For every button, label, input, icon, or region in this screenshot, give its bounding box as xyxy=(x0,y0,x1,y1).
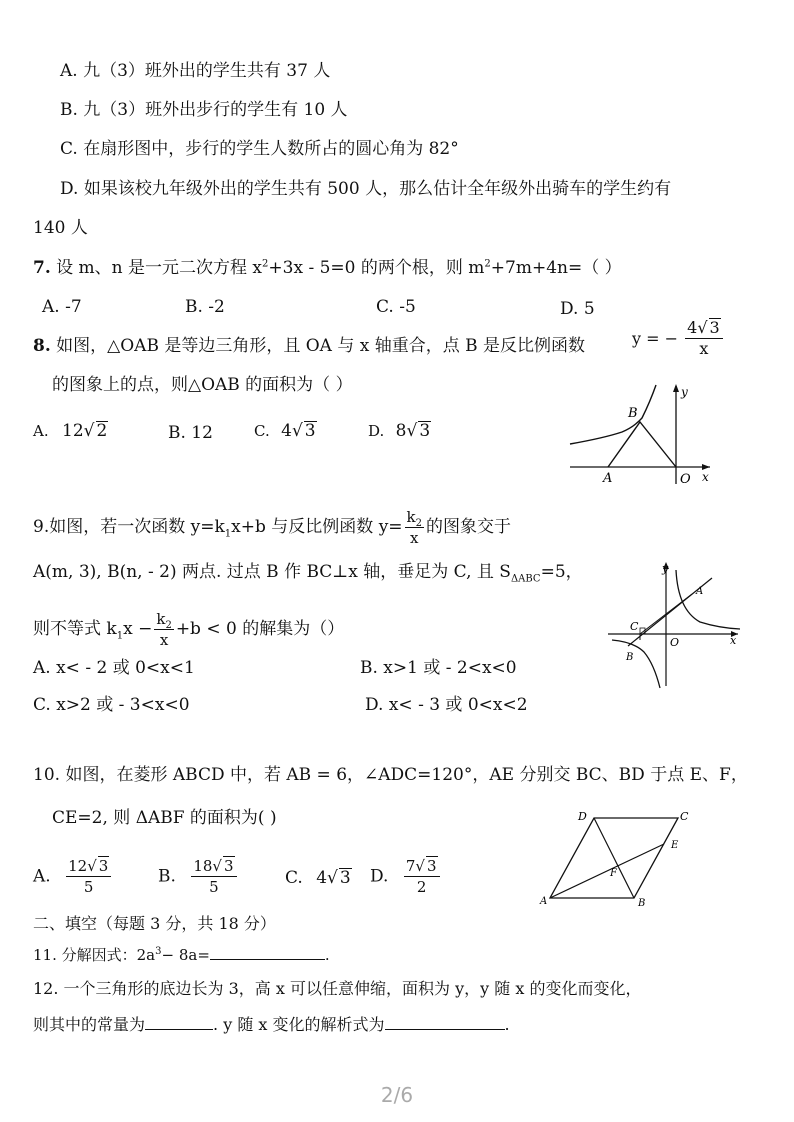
q9-line3-frac-num: k xyxy=(156,610,166,628)
q9-line3-frac-sub: 2 xyxy=(165,620,172,631)
q8-func-den: x xyxy=(699,339,709,358)
q9-label-o: O xyxy=(670,636,680,649)
q9-frac-den: x xyxy=(410,529,419,547)
q12-line2 xyxy=(33,1014,510,1036)
q10-option-a-label: A. xyxy=(33,866,51,887)
q6-option-a: A. 九（3）班外出的学生共有 37 人 xyxy=(60,61,331,81)
q8-option-a-coef: 12 xyxy=(62,421,84,441)
q8-label-o: O xyxy=(680,472,691,487)
q12-line2-a: 则其中的常量为 xyxy=(33,1015,146,1034)
q10-option-c: C. 4√ 3 xyxy=(285,868,351,888)
q10-option-a-rad: 3 xyxy=(98,857,109,875)
q9-text-a: 如图，若一次函数 y=k xyxy=(49,517,225,537)
q7-option-b: B. -2 xyxy=(185,297,225,317)
q10-label-c: C xyxy=(680,810,689,823)
q12-line1: 12. 一个三角形的底边长为 3，高 x 可以任意伸缩，面积为 y，y 随 x 的变化而变化， xyxy=(33,979,642,998)
q11-sup: 3 xyxy=(155,946,162,957)
q9-sub1: 1 xyxy=(224,528,232,540)
q12-line2-b: . y 随 x 变化的解析式为 xyxy=(213,1015,385,1034)
q9-stem xyxy=(33,507,511,548)
q8-func-fraction: $\frac{4√ 3}{x}$ xyxy=(685,318,723,359)
q10-option-d-frac: $\frac{7√ 3}{2}$ xyxy=(404,856,440,897)
q10-option-b-den: 5 xyxy=(209,878,219,896)
q9-line3-c: +b < 0 的解集为（） xyxy=(175,619,345,639)
q9-line3-fraction xyxy=(154,609,173,650)
q8-option-c-coef: 4 xyxy=(281,421,292,441)
q10-option-c-label: C. xyxy=(285,868,303,888)
q8-option-d: D. 8√ 3 xyxy=(368,421,431,441)
q10-figure xyxy=(538,806,698,908)
q10-stem xyxy=(33,764,748,786)
q8-func-lhs: y = − xyxy=(632,329,679,348)
q10-diagonal-bd xyxy=(594,818,634,898)
q10-option-d xyxy=(370,856,442,897)
q8-text: 如图，△OAB 是等边三角形，且 OA 与 x 轴重合，点 B 是反比例函数 xyxy=(56,336,586,356)
q7-option-c: C. -5 xyxy=(376,297,416,317)
q7-eq-tail: +3x - 5=0 的两个根，则 m xyxy=(268,258,485,278)
q7-option-d: D. 5 xyxy=(560,299,595,319)
q8-option-d-coef: 8 xyxy=(395,421,407,441)
q6-option-d: D. 如果该校九年级外出的学生共有 500 人，那么估计全年级外出骑车的学生约有 xyxy=(60,179,672,199)
q12-tail: . xyxy=(504,1015,510,1034)
q10-option-d-rad: 3 xyxy=(426,857,437,875)
q10-option-c-coef: 4 xyxy=(316,868,328,888)
q8-figure xyxy=(564,380,714,490)
section-2-title: 二、填空（每题 3 分，共 18 分） xyxy=(33,914,276,933)
q9-option-a: A. x< - 2 或 0<x<1 xyxy=(33,658,195,678)
q8-number: 8. xyxy=(33,336,51,356)
q10-option-c-rad: 3 xyxy=(339,868,351,888)
q9-line2 xyxy=(33,561,583,583)
q6-option-b: B. 九（3）班外出步行的学生有 10 人 xyxy=(60,100,348,120)
q10-label-b: B xyxy=(638,898,646,908)
q10-line2: CE=2, 则 ΔABF 的面积为( ) xyxy=(52,808,277,828)
q9-figure xyxy=(604,560,744,690)
q8-stem xyxy=(33,335,585,357)
q9-label-c: C xyxy=(630,620,639,633)
q10-label-f: F xyxy=(610,868,617,879)
q7-stem xyxy=(33,257,622,279)
q8-func-num-rad: 3 xyxy=(709,318,720,337)
q6-option-c: C. 在扇形图中，步行的学生人数所占的圆心角为 82° xyxy=(60,139,459,159)
q10-option-a-den: 5 xyxy=(83,878,94,896)
q9-option-b: B. x>1 或 - 2<x<0 xyxy=(360,658,517,678)
q11-tail: . xyxy=(324,946,330,964)
q9-hyperbola-q3 xyxy=(612,640,660,688)
q8-option-d-label: D. xyxy=(368,422,385,440)
q9-label-x: x xyxy=(730,634,737,647)
q8-y-arrow xyxy=(673,384,679,392)
q11-answer-blank[interactable] xyxy=(210,959,325,960)
q10-option-d-den: 2 xyxy=(416,878,427,896)
page-number: 2/6 xyxy=(380,1083,414,1107)
q11-text-a: 11. 分解因式：2a xyxy=(33,946,156,964)
q10-text: 如图，在菱形 ABCD 中，若 AB = 6，∠ADC=120°，AE 分别交 BC、BD 于点 E、F， xyxy=(65,765,748,785)
q9-number: 9. xyxy=(33,517,50,537)
q10-segment-ae xyxy=(550,844,664,898)
q12-constant-blank[interactable] xyxy=(145,1029,213,1030)
q10-option-b-rad: 3 xyxy=(223,857,234,875)
q8-option-a: A. 12√ 2 xyxy=(33,421,108,441)
q9-option-c: C. x>2 或 - 3<x<0 xyxy=(33,695,190,715)
q9-line2-sub: ΔABC xyxy=(510,573,541,585)
q8-option-b: B. 12 xyxy=(168,423,213,443)
q8-option-c-rad: 3 xyxy=(304,421,316,441)
q9-frac-num: k xyxy=(406,508,416,526)
q9-line2-a: A(m, 3), B(n, - 2) 两点. 过点 B 作 BC⊥x 轴，垂足为 C, 且 S xyxy=(33,562,511,582)
q8-label-y: y xyxy=(681,385,688,399)
q8-option-d-rad: 3 xyxy=(419,421,431,441)
q7-option-a: A. -7 xyxy=(42,297,82,317)
q11 xyxy=(33,944,330,966)
q9-line3-frac-den: x xyxy=(159,631,169,649)
q9-line3 xyxy=(33,609,344,650)
q10-option-b-label: B. xyxy=(158,866,176,887)
q9-option-d: D. x< - 3 或 0<x<2 xyxy=(365,695,528,715)
q7-sup-m: 2 xyxy=(484,258,491,270)
q10-option-b-num: 18 xyxy=(193,857,213,875)
q6-option-d-cont: 140 人 xyxy=(33,218,88,238)
q8-triangle xyxy=(608,422,676,467)
q9-line2-b: =5， xyxy=(540,562,583,582)
q9-label-b: B xyxy=(626,652,634,663)
q9-frac-sub: 2 xyxy=(415,518,423,529)
q11-text-b: − 8a= xyxy=(161,946,210,964)
q10-option-d-label: D. xyxy=(370,866,389,887)
q8-label-x: x xyxy=(702,470,709,484)
q8-label-a: A xyxy=(603,471,613,486)
q10-number: 10. xyxy=(33,765,61,785)
q8-option-c: C. 4√ 3 xyxy=(254,421,316,441)
q8-line2: 的图象上的点，则△OAB 的面积为（ ） xyxy=(52,375,353,395)
q9-fraction xyxy=(405,507,424,548)
q8-option-a-rad: 2 xyxy=(96,421,108,441)
q10-label-a: A xyxy=(540,896,548,907)
q8-label-b: B xyxy=(628,406,638,421)
q8-option-a-label: A. xyxy=(33,422,49,440)
q9-text-b: x+b 与反比例函数 y= xyxy=(231,517,403,537)
q10-label-e: E xyxy=(671,840,679,851)
q7-text: 设 m、n 是一元二次方程 x xyxy=(56,258,263,278)
q8-function xyxy=(632,318,725,359)
q9-label-y: y xyxy=(662,562,669,575)
q8-option-c-label: C. xyxy=(254,422,270,440)
q7-number: 7. xyxy=(33,258,51,278)
q10-option-a-frac: $\frac{12√ 3}{5}$ xyxy=(66,856,111,897)
q9-line3-a: 则不等式 k xyxy=(33,619,117,639)
q9-label-a: A xyxy=(696,586,704,597)
q8-func-num-coef: 4 xyxy=(687,318,698,337)
q10-option-b xyxy=(158,856,239,897)
q8-hyperbola xyxy=(570,385,656,444)
q7-sup: 2 xyxy=(262,258,269,270)
q9-text-c: 的图象交于 xyxy=(426,517,512,537)
q7-expr-tail: +7m+4n=（ ） xyxy=(490,258,622,278)
q9-line3-b: x − xyxy=(123,619,153,639)
q12-expression-blank[interactable] xyxy=(385,1029,505,1030)
q10-option-b-frac: $\frac{18√ 3}{5}$ xyxy=(191,856,236,897)
q10-option-a-num: 12 xyxy=(68,857,88,875)
q10-option-a xyxy=(33,856,113,897)
q10-label-d: D xyxy=(578,810,587,823)
q10-option-d-num: 7 xyxy=(405,857,416,875)
q9-line3-sub1: 1 xyxy=(116,630,124,642)
